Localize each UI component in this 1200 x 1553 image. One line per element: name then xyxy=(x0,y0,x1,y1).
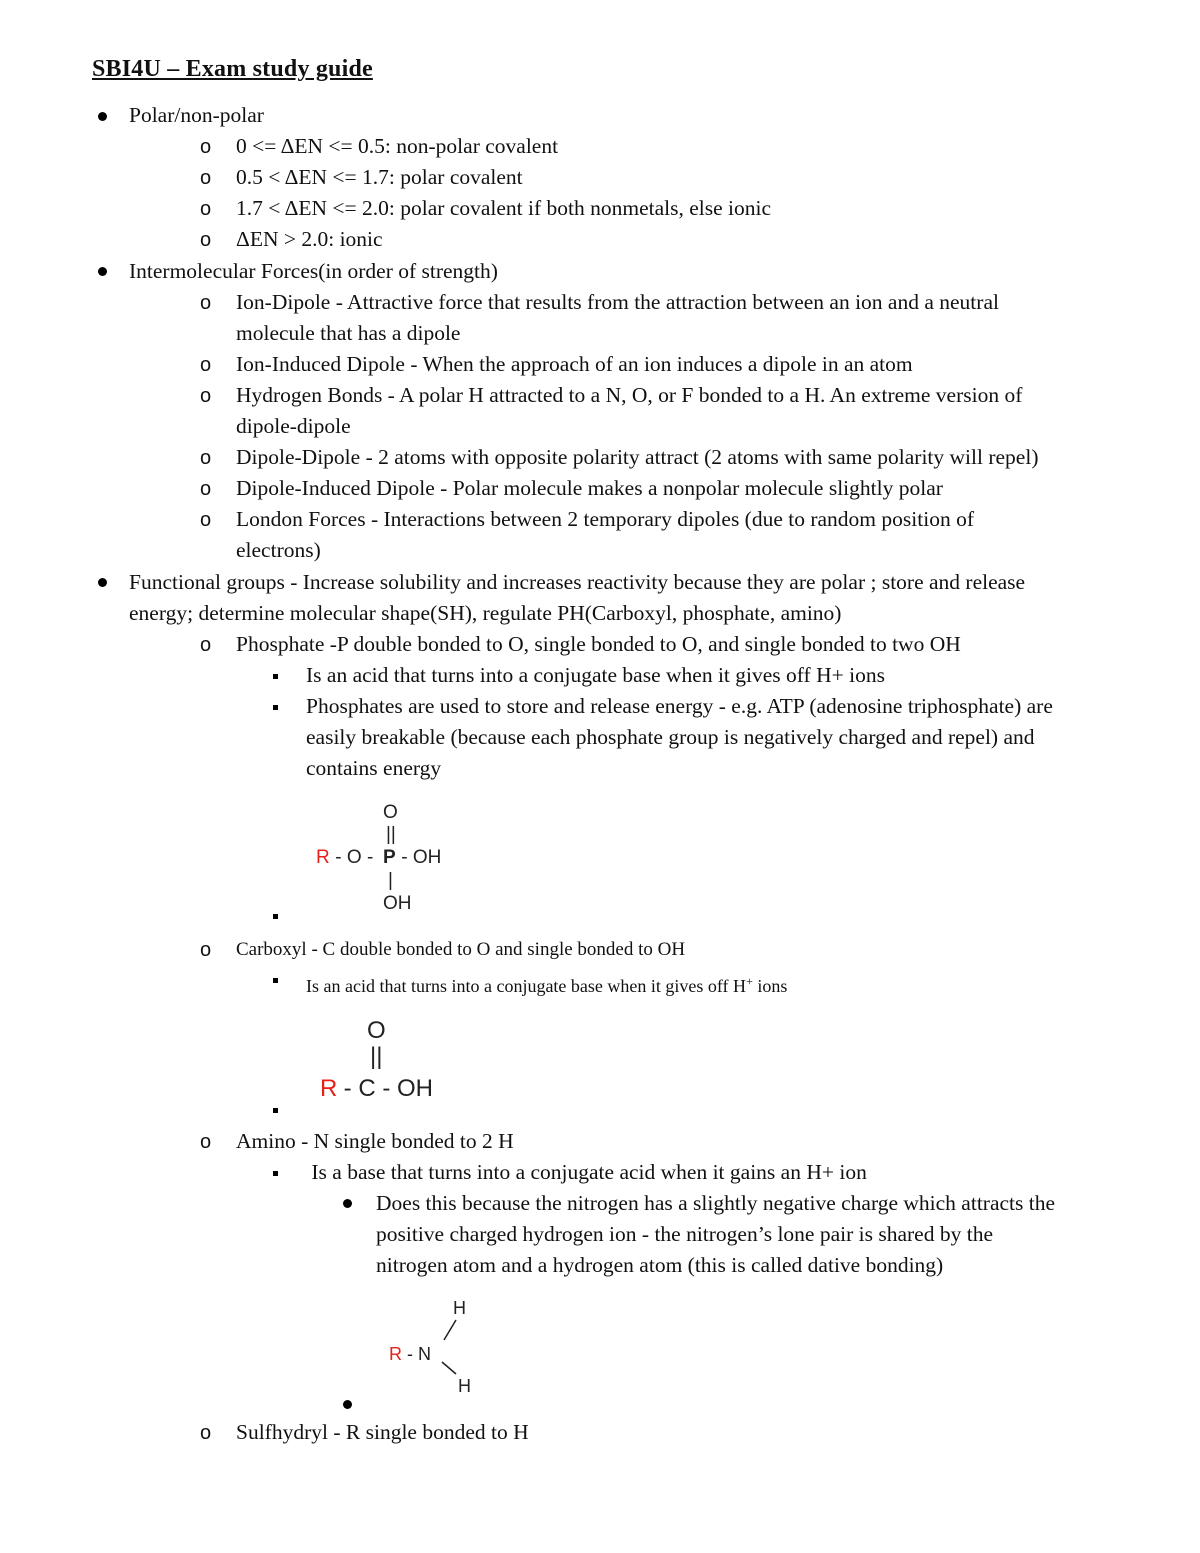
square-bullet xyxy=(273,1108,278,1113)
amino-label: Amino - N single bonded to 2 H xyxy=(236,1129,514,1153)
list-item: Ion-Dipole - Attractive force that results from the attraction between an ion and a neutral xyxy=(236,290,999,314)
phosphorus-label: P xyxy=(383,847,396,868)
list-item-continuation: positive charged hydrogen ion - the nitrogen’s lone pair is shared by the xyxy=(376,1222,993,1246)
list-item: Is an acid that turns into a conjugate base when it gives off H+ ions xyxy=(306,974,788,996)
section-heading-polar: Polar/non-polar xyxy=(129,103,264,127)
circle-bullet: o xyxy=(200,292,212,314)
square-bullet xyxy=(273,674,278,679)
single-bond: | xyxy=(388,870,393,891)
list-item: London Forces - Interactions between 2 temporary dipoles (due to random position of xyxy=(236,507,974,531)
circle-bullet: o xyxy=(200,229,212,251)
bond-line xyxy=(442,1362,456,1374)
circle-bullet: o xyxy=(200,1131,212,1153)
circle-bullet: o xyxy=(200,509,212,531)
list-item: Hydrogen Bonds - A polar H attracted to a N, O, or F bonded to a H. An extreme version of xyxy=(236,383,1023,407)
phosphate-label: Phosphate -P double bonded to O, single bonded to O, and single bonded to two OH xyxy=(236,632,961,656)
list-item-continuation: nitrogen atom and a hydrogen atom (this is called dative bonding) xyxy=(376,1253,944,1277)
list-item: 0.5 < ΔEN <= 1.7: polar covalent xyxy=(236,165,523,189)
circle-bullet: o xyxy=(200,939,212,961)
list-item: Ion-Induced Dipole - When the approach of an ion induces a dipole in an atom xyxy=(236,352,913,376)
list-item: Is an acid that turns into a conjugate base when it gives off H+ ions xyxy=(306,663,885,687)
circle-bullet: o xyxy=(200,385,212,407)
hydrogen-label: H xyxy=(453,1298,466,1318)
circle-bullet: o xyxy=(200,136,212,158)
list-item-continuation: electrons) xyxy=(236,538,321,562)
circle-bullet: o xyxy=(200,1422,212,1444)
square-bullet xyxy=(273,978,278,983)
list-item-continuation: dipole-dipole xyxy=(236,414,351,438)
square-bullet xyxy=(273,914,278,919)
carboxyl-label: Carboxyl - C double bonded to O and single bonded to OH xyxy=(236,939,686,960)
section-heading-functional: Functional groups - Increase solubility and increases reactivity because they are polar ; store and release xyxy=(129,570,1026,594)
nitrogen-label: - N xyxy=(402,1344,431,1364)
list-item: Dipole-Induced Dipole - Polar molecule makes a nonpolar molecule slightly polar xyxy=(236,476,943,500)
chain-label: - O - xyxy=(330,847,379,868)
circle-bullet: o xyxy=(200,167,212,189)
bullet-dot xyxy=(98,578,107,587)
bullet-dot xyxy=(98,267,107,276)
bond-line xyxy=(444,1320,456,1340)
square-bullet xyxy=(273,705,278,710)
section-heading-imf: Intermolecular Forces(in order of strength) xyxy=(129,259,498,283)
r-group-label: R xyxy=(320,1075,338,1102)
list-item: 0 <= ΔEN <= 0.5: non-polar covalent xyxy=(236,134,559,158)
hydrogen-label: H xyxy=(458,1376,471,1396)
phosphate-structure-diagram xyxy=(300,790,470,920)
circle-bullet: o xyxy=(200,447,212,469)
hydroxyl-label: - OH xyxy=(396,847,442,868)
oxygen-label: O xyxy=(367,1017,386,1044)
carboxyl-structure-diagram xyxy=(300,1008,470,1108)
r-group-label: R xyxy=(316,847,330,868)
r-group-label: R xyxy=(389,1344,402,1364)
sulfhydryl-label: Sulfhydryl - R single bonded to H xyxy=(236,1420,529,1444)
circle-bullet: o xyxy=(200,634,212,656)
list-item-continuation: easily breakable (because each phosphate group is negatively charged and repel) and xyxy=(306,725,1035,749)
list-item: Dipole-Dipole - 2 atoms with opposite polarity attract (2 atoms with same polarity will repel) xyxy=(236,445,1039,469)
list-item-continuation: contains energy xyxy=(306,756,442,780)
bullet-dot xyxy=(343,1400,352,1409)
circle-bullet: o xyxy=(200,198,212,220)
section-heading-functional-cont: energy; determine molecular shape(SH), regulate PH(Carboxyl, phosphate, amino) xyxy=(129,601,842,625)
double-bond: || xyxy=(386,824,396,845)
list-item: Does this because the nitrogen has a slightly negative charge which attracts the xyxy=(376,1191,1056,1215)
bullet-dot xyxy=(98,112,107,121)
page-title: SBI4U – Exam study guide xyxy=(92,56,373,82)
oxygen-label: O xyxy=(383,802,398,823)
list-item: ΔEN > 2.0: ionic xyxy=(236,227,383,251)
list-item: 1.7 < ΔEN <= 2.0: polar covalent if both nonmetals, else ionic xyxy=(236,196,772,220)
square-bullet xyxy=(273,1171,278,1176)
circle-bullet: o xyxy=(200,478,212,500)
circle-bullet: o xyxy=(200,354,212,376)
chain-label: - C - OH xyxy=(337,1075,433,1102)
amino-structure-diagram xyxy=(380,1292,500,1402)
list-item: Is a base that turns into a conjugate acid when it gains an H+ ion xyxy=(306,1160,867,1184)
double-bond: || xyxy=(370,1043,383,1070)
hydroxyl-label: OH xyxy=(383,893,412,914)
list-item: Phosphates are used to store and release energy - e.g. ATP (adenosine triphosphate) are xyxy=(306,694,1053,718)
bullet-dot xyxy=(343,1199,352,1208)
list-item-continuation: molecule that has a dipole xyxy=(236,321,461,345)
